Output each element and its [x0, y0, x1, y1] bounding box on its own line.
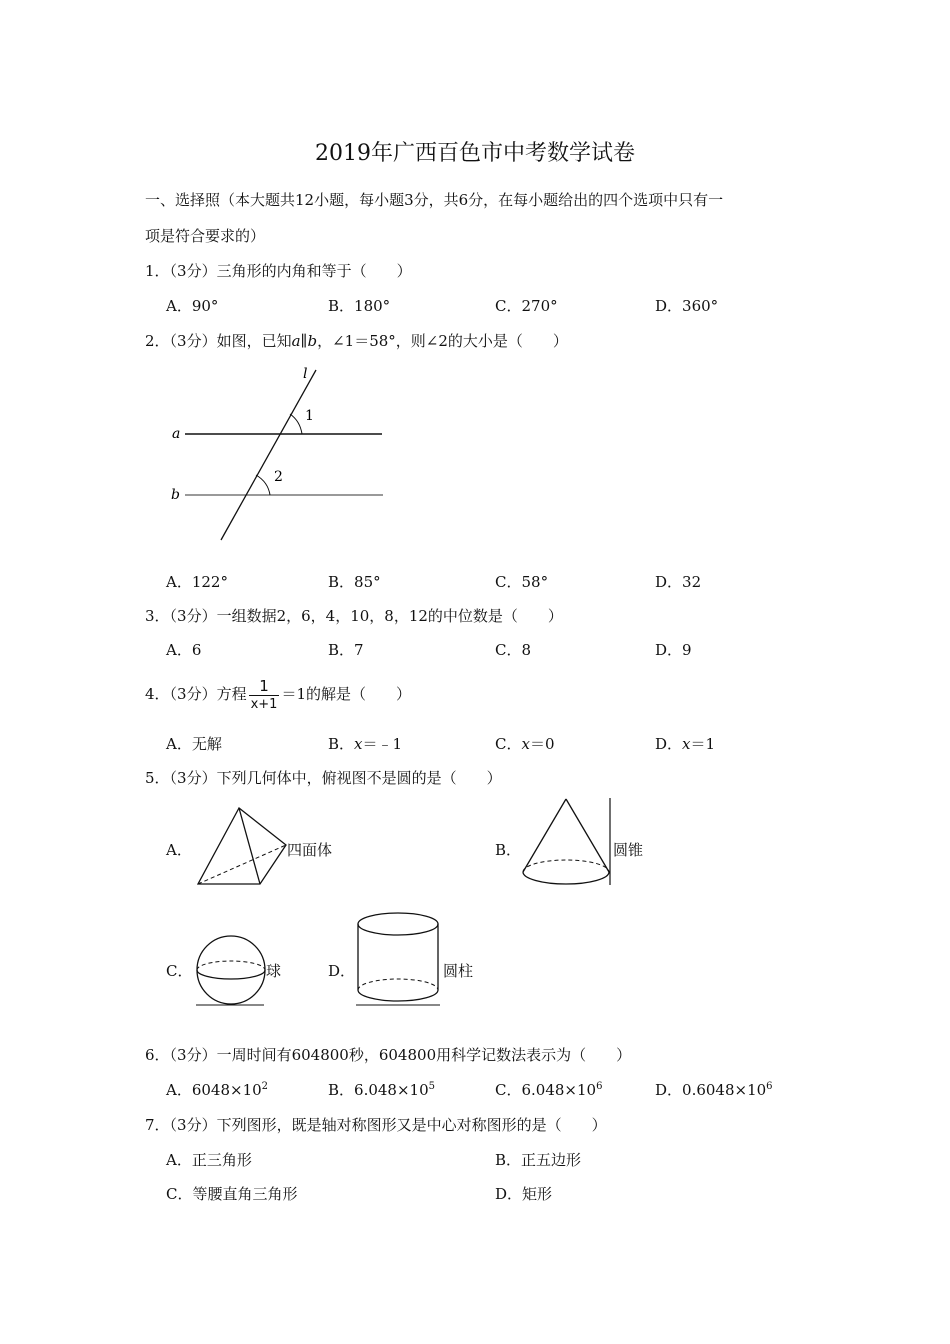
q3-option-b: B．7: [328, 641, 364, 659]
question-7-stem: 7．（3分）下列图形，既是轴对称图形又是中心对称图形的是（ ）: [145, 1116, 607, 1134]
question-2-stem: 2．（3分）如图，已知a∥b，∠1＝58°，则∠2的大小是（ ）: [145, 332, 568, 350]
q7-option-c: C．等腰直角三角形: [166, 1185, 298, 1203]
section-heading-line1: 一、选择照（本大题共12小题，每小题3分，共6分，在每小题给出的四个选项中只有一: [145, 191, 724, 209]
question-4-stem: 4．（3分）方程 $\frac{1}{x+1}$ ＝1的解是（ ）: [145, 677, 411, 712]
q5-option-a-label: 四面体: [287, 841, 333, 859]
fraction: $\frac{1}{x+1}$: [250, 677, 278, 712]
q7-option-a: A．正三角形: [166, 1151, 252, 1169]
q1-option-d: D．360°: [655, 297, 719, 315]
q4-option-d: D．x＝1: [655, 735, 716, 753]
label-angle-2: 2: [274, 469, 283, 485]
q6-option-d: D．$0.6048\times 10^6$: [655, 1081, 773, 1099]
q5-option-d-letter: D．: [328, 962, 356, 980]
q3-option-c: C．8: [495, 641, 532, 659]
q6-option-b: B．$6.048\times 10^5$: [328, 1081, 435, 1099]
q6-option-c: C．$6.048\times 10^6$: [495, 1081, 603, 1099]
label-b: b: [171, 487, 180, 503]
q7-option-b: B．正五边形: [495, 1151, 582, 1169]
q7-option-d: D．矩形: [495, 1185, 553, 1203]
question-6-stem: 6．（3分）一周时间有604800秒，604800用科学记数法表示为（ ）: [145, 1046, 632, 1064]
question-3-stem: 3．（3分）一组数据2，6，4，10，8，12的中位数是（ ）: [145, 607, 563, 625]
q2-option-d: D．32: [655, 573, 702, 591]
q2-option-b: B．85°: [328, 573, 381, 591]
q1-option-c: C．270°: [495, 297, 558, 315]
q5-option-b-label: 圆锥: [613, 841, 644, 859]
q1-option-a: A．90°: [166, 297, 219, 315]
q2-option-a: A．122°: [166, 573, 228, 591]
q5-option-c-label: 球: [266, 962, 282, 980]
question-1-stem: 1．（3分）三角形的内角和等于（ ）: [145, 262, 412, 280]
q6-option-a: A．$6048\times 10^2$: [166, 1081, 269, 1099]
label-a: a: [172, 426, 181, 442]
q5-option-b-letter: B．: [495, 841, 522, 859]
section-heading-line2: 项是符合要求的）: [145, 227, 266, 245]
q4-option-a: A．无解: [166, 735, 222, 753]
label-l: l: [303, 366, 308, 382]
q5-option-a-letter: A．: [166, 841, 192, 859]
q5-option-d-label: 圆柱: [443, 962, 474, 980]
page-title: 2019年广西百色市中考数学试卷: [315, 141, 635, 166]
q3-option-d: D．9: [655, 641, 692, 659]
question-5-stem: 5．（3分）下列几何体中，俯视图不是圆的是（ ）: [145, 769, 502, 787]
q1-option-b: B．180°: [328, 297, 391, 315]
q5-option-c-letter: C．: [166, 962, 193, 980]
q4-option-c: C．x＝0: [495, 735, 555, 753]
q4-option-b: B．x＝﹣1: [328, 735, 403, 753]
q2-option-c: C．58°: [495, 573, 549, 591]
label-angle-1: 1: [305, 408, 314, 424]
q3-option-a: A．6: [166, 641, 202, 659]
